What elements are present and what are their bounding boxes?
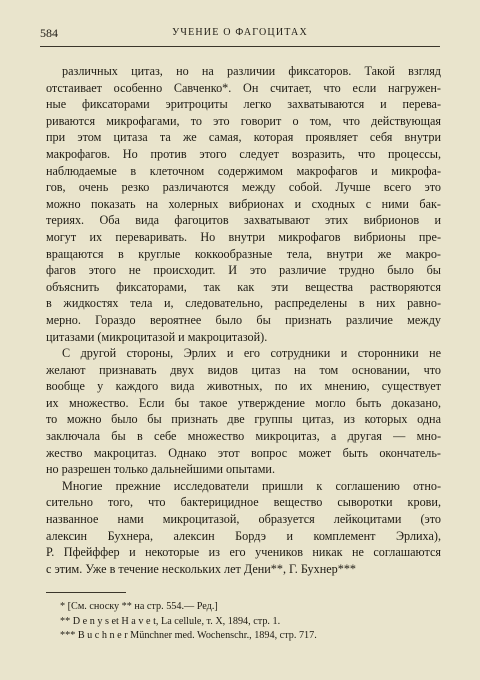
- text-line: вращаются в круглые коккообразные тела, внутри же макро-: [46, 246, 441, 261]
- text-line: цитазами (микроцитазой и макроцитазой).: [46, 329, 268, 344]
- text-line: могут их переваривать. Но внутри микрофагов вибрионы пре-: [46, 229, 441, 244]
- text-line: С другой стороны, Эрлих и его сотрудники и сторонники не: [62, 346, 441, 361]
- text-line: желают признавать двух видов цитаз на том основании, что: [46, 362, 441, 377]
- paragraph-1: [46, 63, 441, 345]
- paragraph-3: [46, 478, 441, 578]
- footnote: * [См. сноску ** на стр. 554.— Ред.]: [60, 601, 218, 612]
- text-line: при этом цитаза та же самая, которая проявляет себя внутри: [46, 130, 441, 145]
- text-line: ные фиксаторами эритроциты легко захватываются и перева-: [46, 97, 441, 112]
- footnote: *** B u c h n e r Münchner med. Wochenschr., 1894, стр. 717.: [60, 630, 317, 641]
- text-line: вообще у каждого вида животных, по их мнению, существует: [46, 379, 441, 394]
- text-line: в жидкостях тела и, следовательно, распределены в них равно-: [46, 296, 441, 311]
- text-line: с этим. Уже в течение нескольких лет Дени**, Г. Бухнер***: [46, 561, 357, 576]
- footnote: ** D e n y s et H a v e t, La cellule, т. X, 1894, стр. 1.: [60, 615, 281, 627]
- paragraph-2: [46, 345, 441, 478]
- text-line: жество макроцитаз. Однако этот вопрос может быть окончатель-: [46, 445, 441, 460]
- text-line: гов, очень резко различаются между собой. Лучше всего это: [46, 180, 441, 195]
- text-line: то можно было бы признать две группы цитаз, из которых одна: [46, 412, 441, 427]
- body-text: [46, 63, 441, 577]
- text-line: но разрешен только дальнейшими опытами.: [46, 462, 275, 477]
- text-line: мерно. Гораздо вероятнее было бы признать различие между: [46, 312, 441, 327]
- running-title: УЧЕНИЕ О ФАГОЦИТАХ: [172, 27, 308, 38]
- text-line: сительно того, что бактерицидное вещество сыворотки крови,: [46, 495, 441, 510]
- text-line: макрофагов. Но против этого следует возразить, что процессы,: [46, 146, 441, 161]
- page-number: 584: [40, 26, 58, 40]
- footnote-divider: [46, 592, 126, 593]
- text-line: отстаивает особенно Савченко*. Он считает, что если нагружен-: [46, 80, 441, 95]
- page-header: [40, 26, 440, 47]
- text-line: Р. Пфейффер и некоторые из его учеников никак не соглашаются: [46, 545, 441, 560]
- text-line: заключала бы в себе множество микроцитаз, а другая — мно-: [46, 429, 441, 444]
- text-line: объяснить фиксаторами, так как эти вещества растворяются: [46, 279, 441, 294]
- footnotes: [60, 600, 440, 644]
- text-line: их множество. Если бы такое утверждение могло быть доказано,: [46, 395, 441, 410]
- text-line: наблюдаемые в клеточном содержимом макрофагов и микрофа-: [46, 163, 441, 178]
- text-line: алексин Бухнера, алексин Бордэ и комплемент Эрлиха),: [46, 528, 441, 543]
- text-line: Многие прежние исследователи пришли к соглашению отно-: [62, 478, 441, 493]
- text-line: можно показать на холерных вибрионах и сходных с ними бак-: [46, 196, 441, 211]
- text-line: названное нами микроцитазой, образуется лейкоцитами (это: [46, 512, 441, 527]
- text-line: различных цитаз, но на различии фиксаторов. Такой взгляд: [62, 64, 441, 78]
- text-line: риваются микрофагами, то это говорит о том, что действующая: [46, 113, 441, 128]
- text-line: фагов этого не происходит. И это различие трудно было бы: [46, 263, 441, 278]
- text-line: териях. Оба вида фагоцитов захватывают этих вибрионов и: [46, 213, 441, 228]
